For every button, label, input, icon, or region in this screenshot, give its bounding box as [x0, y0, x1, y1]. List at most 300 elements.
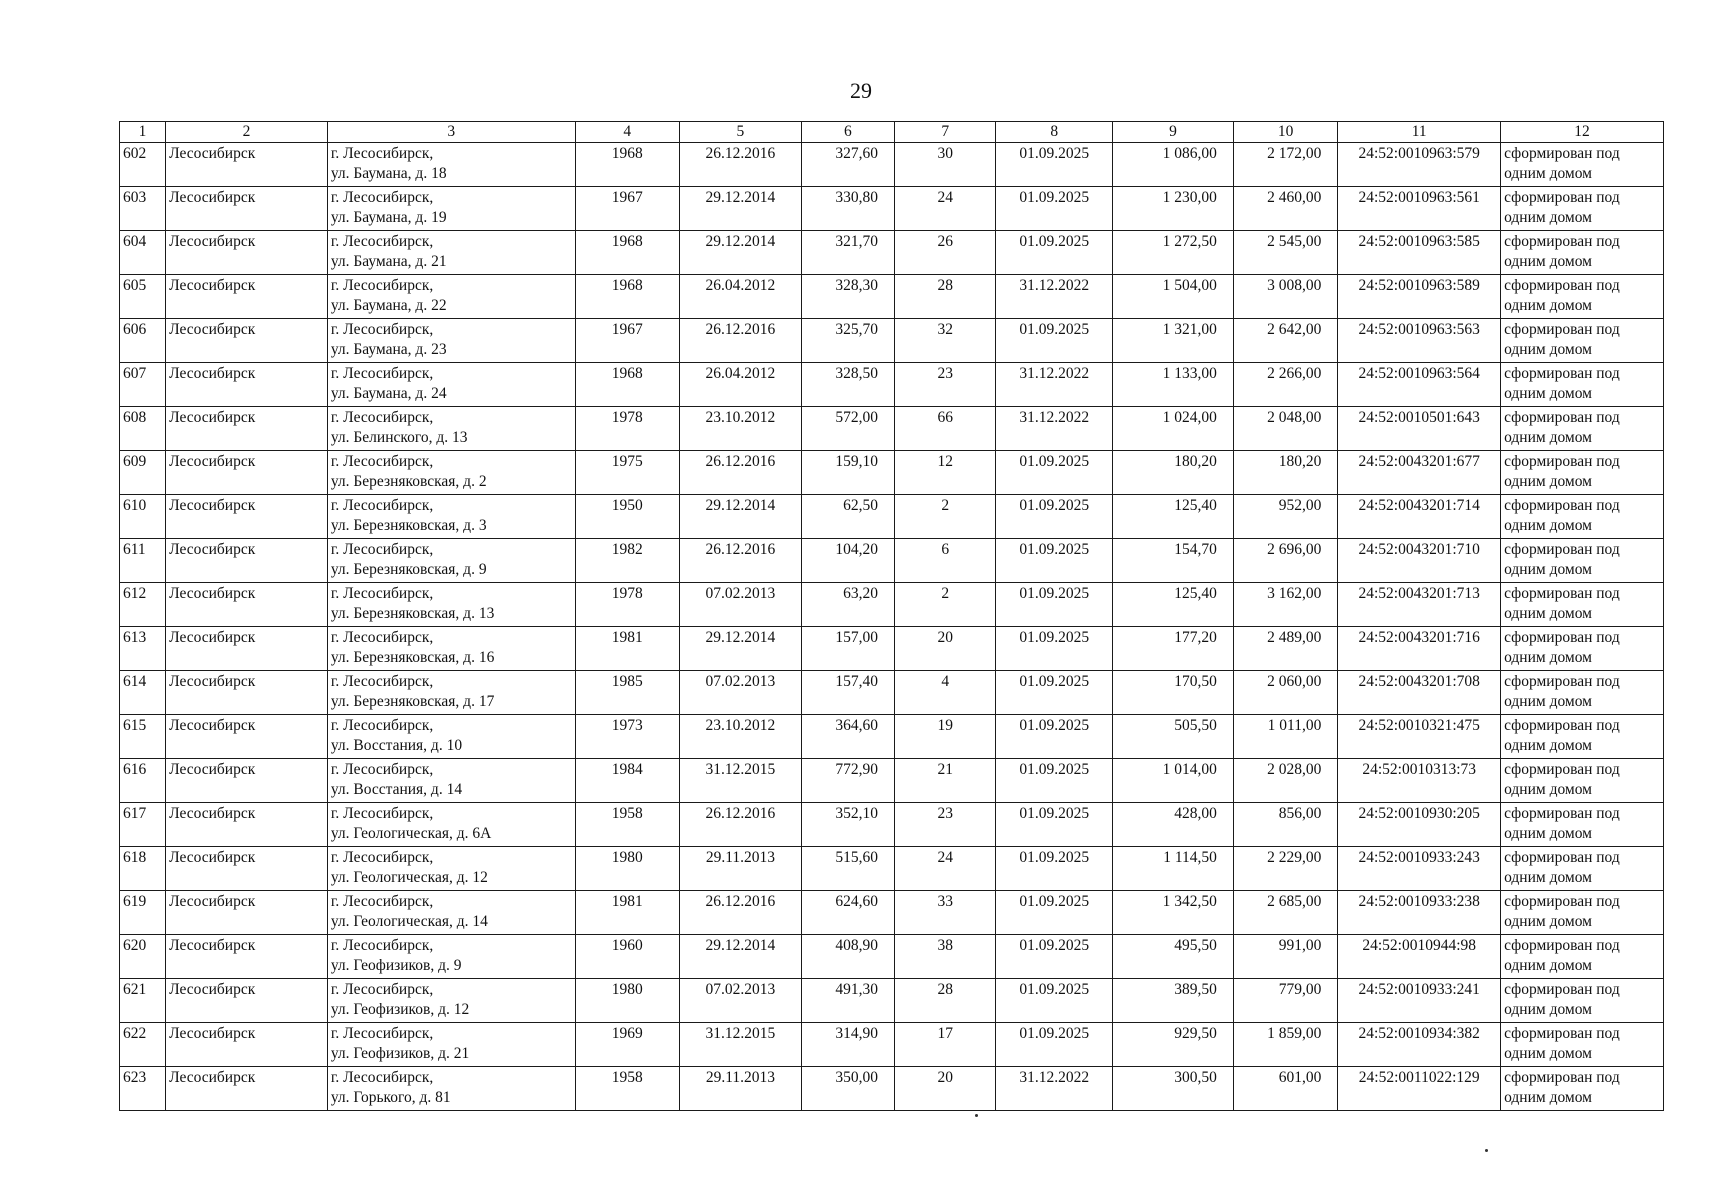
address-cell-line: ул. Баумана, д. 22	[330, 297, 447, 314]
note-cell-line: сформирован под	[1504, 145, 1620, 162]
value-cell-9: 1 272,50	[1113, 231, 1234, 275]
column-header: 12	[1501, 122, 1664, 143]
note-cell	[1501, 1023, 1664, 1067]
table-row	[120, 143, 1664, 187]
address-cell-line: ул. Восстания, д. 14	[330, 781, 463, 798]
value-cell-9: 125,40	[1113, 495, 1234, 539]
value-cell-10: 2 460,00	[1233, 187, 1337, 231]
area-cell: 157,00	[801, 627, 894, 671]
date-cell: 26.12.2016	[680, 143, 802, 187]
note-cell-line: одним домом	[1504, 297, 1592, 314]
row-number: 618	[120, 847, 166, 891]
deadline-cell: 01.09.2025	[996, 495, 1113, 539]
residents-cell: 24	[895, 187, 996, 231]
note-cell-line: одним домом	[1504, 913, 1592, 930]
deadline-cell: 01.09.2025	[996, 671, 1113, 715]
date-cell: 26.12.2016	[680, 803, 802, 847]
table-row	[120, 363, 1664, 407]
table-row	[120, 495, 1664, 539]
area-cell: 330,80	[801, 187, 894, 231]
page-number: 29	[850, 78, 872, 103]
area-cell: 328,30	[801, 275, 894, 319]
note-cell-line: сформирован под	[1504, 233, 1620, 250]
address-cell-line: ул. Белинского, д. 13	[330, 429, 468, 446]
scan-speck	[975, 1114, 978, 1117]
year-cell: 1985	[575, 671, 679, 715]
address-cell-line: г. Лесосибирск,	[330, 717, 434, 734]
note-cell-line: одним домом	[1504, 561, 1592, 578]
town-cell: Лесосибирск	[166, 319, 328, 363]
area-cell: 515,60	[801, 847, 894, 891]
address-cell	[327, 979, 575, 1023]
date-cell: 29.12.2014	[680, 231, 802, 275]
table-row	[120, 231, 1664, 275]
year-cell: 1978	[575, 407, 679, 451]
year-cell: 1968	[575, 363, 679, 407]
residents-cell: 26	[895, 231, 996, 275]
cadastre-cell: 24:52:0010313:73	[1338, 759, 1501, 803]
deadline-cell: 01.09.2025	[996, 143, 1113, 187]
cadastre-cell: 24:52:0011022:129	[1338, 1067, 1501, 1111]
value-cell-9: 1 321,00	[1113, 319, 1234, 363]
note-cell	[1501, 539, 1664, 583]
area-cell: 350,00	[801, 1067, 894, 1111]
town-cell: Лесосибирск	[166, 583, 328, 627]
cadastre-cell: 24:52:0010933:243	[1338, 847, 1501, 891]
note-cell-line: сформирован под	[1504, 981, 1620, 998]
row-number: 607	[120, 363, 166, 407]
address-cell-line: г. Лесосибирск,	[330, 189, 434, 206]
address-cell-line: ул. Геологическая, д. 12	[330, 869, 488, 886]
note-cell-line: сформирован под	[1504, 937, 1620, 954]
date-cell: 26.12.2016	[680, 319, 802, 363]
note-cell	[1501, 583, 1664, 627]
table-row	[120, 891, 1664, 935]
town-cell: Лесосибирск	[166, 979, 328, 1023]
address-cell	[327, 275, 575, 319]
year-cell: 1968	[575, 275, 679, 319]
year-cell: 1969	[575, 1023, 679, 1067]
area-cell: 364,60	[801, 715, 894, 759]
deadline-cell: 01.09.2025	[996, 891, 1113, 935]
address-cell	[327, 187, 575, 231]
deadline-cell: 01.09.2025	[996, 451, 1113, 495]
date-cell: 07.02.2013	[680, 979, 802, 1023]
row-number: 605	[120, 275, 166, 319]
value-cell-9: 1 086,00	[1113, 143, 1234, 187]
note-cell-line: одним домом	[1504, 341, 1592, 358]
town-cell: Лесосибирск	[166, 143, 328, 187]
row-number: 612	[120, 583, 166, 627]
value-cell-9: 505,50	[1113, 715, 1234, 759]
column-header: 9	[1113, 122, 1234, 143]
note-cell-line: одним домом	[1504, 957, 1592, 974]
column-header: 6	[801, 122, 894, 143]
row-number: 603	[120, 187, 166, 231]
address-cell-line: ул. Березняковская, д. 16	[330, 649, 495, 666]
address-cell-line: ул. Геологическая, д. 14	[330, 913, 488, 930]
town-cell: Лесосибирск	[166, 539, 328, 583]
residents-cell: 6	[895, 539, 996, 583]
value-cell-10: 2 048,00	[1233, 407, 1337, 451]
note-cell	[1501, 671, 1664, 715]
note-cell-line: сформирован под	[1504, 541, 1620, 558]
address-cell	[327, 451, 575, 495]
value-cell-10: 2 696,00	[1233, 539, 1337, 583]
cadastre-cell: 24:52:0043201:716	[1338, 627, 1501, 671]
residents-cell: 32	[895, 319, 996, 363]
address-cell-line: г. Лесосибирск,	[330, 233, 434, 250]
address-cell	[327, 627, 575, 671]
year-cell: 1968	[575, 143, 679, 187]
note-cell-line: сформирован под	[1504, 893, 1620, 910]
year-cell: 1982	[575, 539, 679, 583]
address-cell	[327, 759, 575, 803]
cadastre-cell: 24:52:0010963:561	[1338, 187, 1501, 231]
cadastre-cell: 24:52:0010933:238	[1338, 891, 1501, 935]
residents-cell: 38	[895, 935, 996, 979]
address-cell-line: г. Лесосибирск,	[330, 409, 434, 426]
residents-cell: 2	[895, 583, 996, 627]
row-number: 619	[120, 891, 166, 935]
note-cell-line: одним домом	[1504, 385, 1592, 402]
cadastre-cell: 24:52:0043201:713	[1338, 583, 1501, 627]
housing-registry-table	[119, 121, 1664, 1111]
note-cell	[1501, 275, 1664, 319]
cadastre-cell: 24:52:0010934:382	[1338, 1023, 1501, 1067]
table-row	[120, 759, 1664, 803]
date-cell: 07.02.2013	[680, 583, 802, 627]
deadline-cell: 01.09.2025	[996, 187, 1113, 231]
note-cell	[1501, 847, 1664, 891]
note-cell	[1501, 363, 1664, 407]
address-cell-line: г. Лесосибирск,	[330, 453, 434, 470]
address-cell-line: г. Лесосибирск,	[330, 937, 434, 954]
area-cell: 159,10	[801, 451, 894, 495]
column-header: 1	[120, 122, 166, 143]
note-cell-line: одним домом	[1504, 209, 1592, 226]
note-cell-line: одним домом	[1504, 825, 1592, 842]
table-row	[120, 935, 1664, 979]
note-cell-line: сформирован под	[1504, 585, 1620, 602]
date-cell: 26.12.2016	[680, 451, 802, 495]
table-row	[120, 1023, 1664, 1067]
town-cell: Лесосибирск	[166, 891, 328, 935]
note-cell-line: одним домом	[1504, 165, 1592, 182]
area-cell: 63,20	[801, 583, 894, 627]
note-cell-line: сформирован под	[1504, 629, 1620, 646]
date-cell: 31.12.2015	[680, 759, 802, 803]
date-cell: 29.12.2014	[680, 627, 802, 671]
note-cell-line: одним домом	[1504, 473, 1592, 490]
year-cell: 1978	[575, 583, 679, 627]
value-cell-10: 180,20	[1233, 451, 1337, 495]
year-cell: 1958	[575, 1067, 679, 1111]
table-row	[120, 539, 1664, 583]
address-cell-line: ул. Баумана, д. 21	[330, 253, 447, 270]
table-row	[120, 407, 1664, 451]
row-number: 609	[120, 451, 166, 495]
address-cell	[327, 363, 575, 407]
value-cell-9: 180,20	[1113, 451, 1234, 495]
value-cell-9: 1 230,00	[1113, 187, 1234, 231]
address-cell-line: ул. Геофизиков, д. 12	[330, 1001, 470, 1018]
residents-cell: 4	[895, 671, 996, 715]
row-number: 608	[120, 407, 166, 451]
year-cell: 1981	[575, 627, 679, 671]
column-header: 11	[1338, 122, 1501, 143]
note-cell-line: одним домом	[1504, 253, 1592, 270]
row-number: 617	[120, 803, 166, 847]
date-cell: 26.12.2016	[680, 891, 802, 935]
area-cell: 104,20	[801, 539, 894, 583]
note-cell	[1501, 715, 1664, 759]
address-cell	[327, 583, 575, 627]
date-cell: 26.04.2012	[680, 275, 802, 319]
note-cell	[1501, 891, 1664, 935]
town-cell: Лесосибирск	[166, 847, 328, 891]
note-cell-line: сформирован под	[1504, 497, 1620, 514]
value-cell-9: 300,50	[1113, 1067, 1234, 1111]
town-cell: Лесосибирск	[166, 275, 328, 319]
table-row	[120, 627, 1664, 671]
note-cell-line: одним домом	[1504, 693, 1592, 710]
table-row	[120, 1067, 1664, 1111]
column-header: 3	[327, 122, 575, 143]
residents-cell: 2	[895, 495, 996, 539]
row-number: 620	[120, 935, 166, 979]
address-cell-line: г. Лесосибирск,	[330, 805, 434, 822]
row-number: 611	[120, 539, 166, 583]
address-cell	[327, 891, 575, 935]
year-cell: 1980	[575, 979, 679, 1023]
address-cell-line: ул. Баумана, д. 18	[330, 165, 447, 182]
address-cell	[327, 143, 575, 187]
table-row	[120, 979, 1664, 1023]
town-cell: Лесосибирск	[166, 407, 328, 451]
row-number: 621	[120, 979, 166, 1023]
value-cell-10: 2 266,00	[1233, 363, 1337, 407]
value-cell-10: 1 859,00	[1233, 1023, 1337, 1067]
year-cell: 1975	[575, 451, 679, 495]
address-cell-line: ул. Баумана, д. 24	[330, 385, 447, 402]
address-cell	[327, 539, 575, 583]
address-cell-line: ул. Геофизиков, д. 9	[330, 957, 462, 974]
value-cell-9: 1 342,50	[1113, 891, 1234, 935]
area-cell: 321,70	[801, 231, 894, 275]
year-cell: 1980	[575, 847, 679, 891]
value-cell-10: 601,00	[1233, 1067, 1337, 1111]
value-cell-9: 1 024,00	[1113, 407, 1234, 451]
cadastre-cell: 24:52:0010321:475	[1338, 715, 1501, 759]
address-cell-line: г. Лесосибирск,	[330, 1025, 434, 1042]
deadline-cell: 01.09.2025	[996, 847, 1113, 891]
note-cell-line: одним домом	[1504, 737, 1592, 754]
residents-cell: 20	[895, 1067, 996, 1111]
address-cell	[327, 495, 575, 539]
residents-cell: 24	[895, 847, 996, 891]
note-cell	[1501, 407, 1664, 451]
note-cell-line: сформирован под	[1504, 277, 1620, 294]
row-number: 613	[120, 627, 166, 671]
address-cell	[327, 1067, 575, 1111]
town-cell: Лесосибирск	[166, 495, 328, 539]
address-cell-line: г. Лесосибирск,	[330, 277, 434, 294]
address-cell-line: г. Лесосибирск,	[330, 365, 434, 382]
residents-cell: 21	[895, 759, 996, 803]
column-header: 8	[996, 122, 1113, 143]
note-cell-line: одним домом	[1504, 869, 1592, 886]
value-cell-10: 952,00	[1233, 495, 1337, 539]
value-cell-10: 3 162,00	[1233, 583, 1337, 627]
area-cell: 157,40	[801, 671, 894, 715]
date-cell: 29.12.2014	[680, 935, 802, 979]
area-cell: 772,90	[801, 759, 894, 803]
year-cell: 1958	[575, 803, 679, 847]
address-cell	[327, 407, 575, 451]
address-cell-line: г. Лесосибирск,	[330, 629, 434, 646]
date-cell: 26.04.2012	[680, 363, 802, 407]
area-cell: 328,50	[801, 363, 894, 407]
note-cell-line: одним домом	[1504, 517, 1592, 534]
note-cell-line: одним домом	[1504, 649, 1592, 666]
deadline-cell: 01.09.2025	[996, 319, 1113, 363]
address-cell-line: ул. Березняковская, д. 9	[330, 561, 487, 578]
area-cell: 624,60	[801, 891, 894, 935]
address-cell-line: г. Лесосибирск,	[330, 541, 434, 558]
value-cell-9: 125,40	[1113, 583, 1234, 627]
residents-cell: 33	[895, 891, 996, 935]
row-number: 604	[120, 231, 166, 275]
address-cell-line: г. Лесосибирск,	[330, 893, 434, 910]
value-cell-10: 2 060,00	[1233, 671, 1337, 715]
address-cell-line: ул. Геологическая, д. 6А	[330, 825, 492, 842]
year-cell: 1967	[575, 187, 679, 231]
address-cell-line: ул. Восстания, д. 10	[330, 737, 463, 754]
deadline-cell: 01.09.2025	[996, 715, 1113, 759]
address-cell	[327, 803, 575, 847]
value-cell-9: 1 133,00	[1113, 363, 1234, 407]
value-cell-9: 389,50	[1113, 979, 1234, 1023]
address-cell-line: г. Лесосибирск,	[330, 981, 434, 998]
address-cell-line: ул. Березняковская, д. 13	[330, 605, 495, 622]
date-cell: 29.12.2014	[680, 187, 802, 231]
value-cell-9: 177,20	[1113, 627, 1234, 671]
value-cell-9: 170,50	[1113, 671, 1234, 715]
note-cell-line: одним домом	[1504, 1001, 1592, 1018]
note-cell	[1501, 143, 1664, 187]
area-cell: 325,70	[801, 319, 894, 363]
value-cell-9: 154,70	[1113, 539, 1234, 583]
value-cell-9: 929,50	[1113, 1023, 1234, 1067]
note-cell-line: одним домом	[1504, 429, 1592, 446]
cadastre-cell: 24:52:0043201:714	[1338, 495, 1501, 539]
row-number: 610	[120, 495, 166, 539]
table-row	[120, 583, 1664, 627]
value-cell-10: 856,00	[1233, 803, 1337, 847]
date-cell: 29.12.2014	[680, 495, 802, 539]
table-row	[120, 187, 1664, 231]
deadline-cell: 31.12.2022	[996, 363, 1113, 407]
column-header: 4	[575, 122, 679, 143]
residents-cell: 23	[895, 803, 996, 847]
address-cell-line: ул. Баумана, д. 23	[330, 341, 447, 358]
value-cell-10: 2 028,00	[1233, 759, 1337, 803]
note-cell-line: сформирован под	[1504, 1025, 1620, 1042]
cadastre-cell: 24:52:0010963:579	[1338, 143, 1501, 187]
table-row	[120, 847, 1664, 891]
value-cell-9: 1 504,00	[1113, 275, 1234, 319]
row-number: 616	[120, 759, 166, 803]
note-cell	[1501, 319, 1664, 363]
value-cell-9: 428,00	[1113, 803, 1234, 847]
row-number: 606	[120, 319, 166, 363]
note-cell	[1501, 935, 1664, 979]
address-cell	[327, 671, 575, 715]
note-cell	[1501, 187, 1664, 231]
deadline-cell: 01.09.2025	[996, 935, 1113, 979]
deadline-cell: 01.09.2025	[996, 627, 1113, 671]
column-number-row	[120, 122, 1664, 143]
value-cell-9: 495,50	[1113, 935, 1234, 979]
year-cell: 1960	[575, 935, 679, 979]
area-cell: 352,10	[801, 803, 894, 847]
note-cell	[1501, 231, 1664, 275]
table-row	[120, 275, 1664, 319]
column-header: 10	[1233, 122, 1337, 143]
cadastre-cell: 24:52:0010944:98	[1338, 935, 1501, 979]
address-cell-line: ул. Геофизиков, д. 21	[330, 1045, 470, 1062]
town-cell: Лесосибирск	[166, 187, 328, 231]
value-cell-10: 2 545,00	[1233, 231, 1337, 275]
note-cell-line: одним домом	[1504, 1089, 1592, 1106]
town-cell: Лесосибирск	[166, 231, 328, 275]
table-row	[120, 319, 1664, 363]
row-number: 602	[120, 143, 166, 187]
row-number: 623	[120, 1067, 166, 1111]
residents-cell: 28	[895, 275, 996, 319]
residents-cell: 66	[895, 407, 996, 451]
address-cell-line: ул. Березняковская, д. 17	[330, 693, 495, 710]
year-cell: 1950	[575, 495, 679, 539]
scan-speck	[1485, 1149, 1488, 1152]
cadastre-cell: 24:52:0010963:589	[1338, 275, 1501, 319]
value-cell-10: 2 642,00	[1233, 319, 1337, 363]
town-cell: Лесосибирск	[166, 363, 328, 407]
note-cell-line: сформирован под	[1504, 321, 1620, 338]
residents-cell: 12	[895, 451, 996, 495]
town-cell: Лесосибирск	[166, 759, 328, 803]
value-cell-9: 1 014,00	[1113, 759, 1234, 803]
area-cell: 62,50	[801, 495, 894, 539]
deadline-cell: 31.12.2022	[996, 275, 1113, 319]
value-cell-10: 3 008,00	[1233, 275, 1337, 319]
address-cell	[327, 231, 575, 275]
area-cell: 572,00	[801, 407, 894, 451]
address-cell	[327, 319, 575, 363]
note-cell-line: одним домом	[1504, 1045, 1592, 1062]
deadline-cell: 01.09.2025	[996, 759, 1113, 803]
note-cell-line: сформирован под	[1504, 189, 1620, 206]
note-cell-line: одним домом	[1504, 781, 1592, 798]
year-cell: 1967	[575, 319, 679, 363]
table-row	[120, 803, 1664, 847]
area-cell: 327,60	[801, 143, 894, 187]
town-cell: Лесосибирск	[166, 451, 328, 495]
deadline-cell: 01.09.2025	[996, 231, 1113, 275]
deadline-cell: 31.12.2022	[996, 1067, 1113, 1111]
cadastre-cell: 24:52:0043201:677	[1338, 451, 1501, 495]
